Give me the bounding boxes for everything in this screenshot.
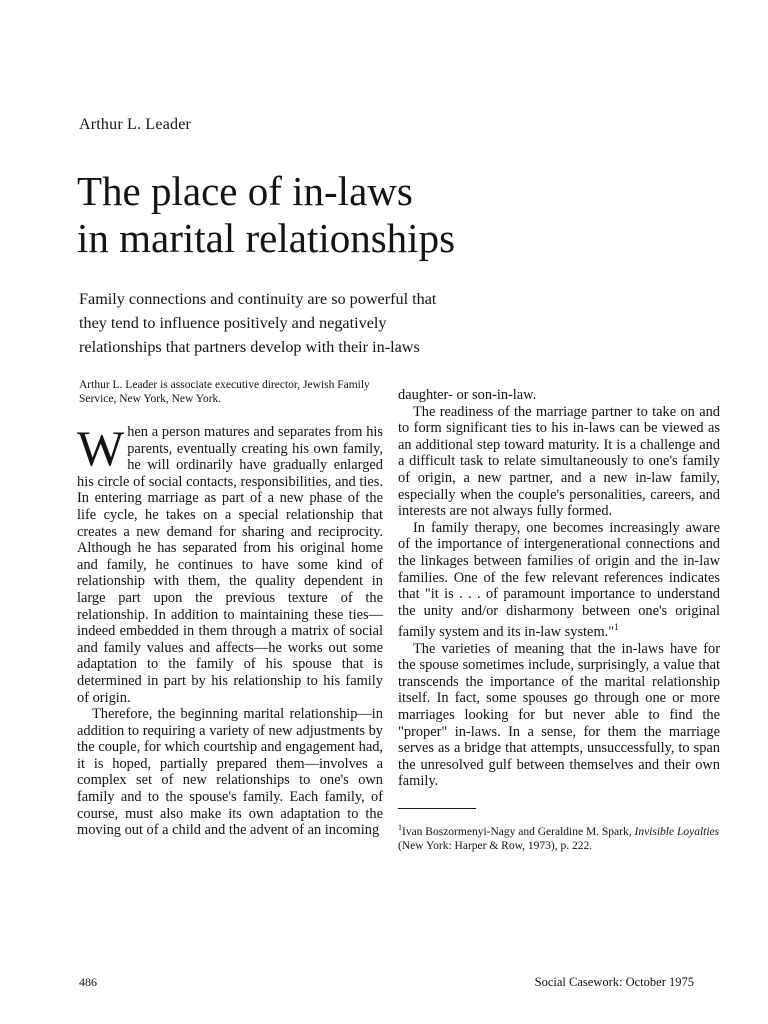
article-subtitle — [79, 287, 719, 359]
title-line-2: in marital relationships — [77, 215, 456, 261]
paragraph-2: Therefore, the beginning marital relationship—in addition to requiring a variety of new adjustments by the couple, for which courtship and engagement had, it is hoped, partially prepared them—involves a complex set of new relationships to one's own family and to the spouse's family. Each family, of course, must also make its own adaptation to the moving out of a child and the advent of an incoming — [77, 706, 383, 839]
paragraph-5: The varieties of meaning that the in-laws have for the spouse sometimes include, surprisingly, a value that transcends the importance of the marital relationship itself. In fact, some spouses go through one or more marriages looking for but never able to find the "proper" in-laws. In a sense, for them the marriage serves as a bridge that attempts, unsuccessfully, to span the unresolved gulf between themselves and their own family. — [398, 640, 720, 790]
subtitle-line-2: they tend to influence positively and negatively — [79, 314, 387, 332]
footnote — [398, 821, 720, 853]
page-number: 486 — [79, 975, 97, 989]
author-note: Arthur L. Leader is associate executive director, Jewish Family Service, New York, New York. — [79, 379, 370, 405]
journal-citation: Social Casework: October 1975 — [534, 975, 694, 989]
footnote-divider — [398, 808, 476, 809]
paragraph-2-continued: daughter- or son-in-law. — [398, 387, 537, 403]
paragraph-4 — [398, 520, 720, 641]
subtitle-line-3: relationships that partners develop with their in-laws — [79, 338, 420, 356]
footnote-book-title: Invisible Loyalties — [634, 825, 720, 838]
article-title — [77, 168, 717, 262]
paragraph-3: The readiness of the marriage partner to take on and to form significant ties to his in-laws can be viewed as an additional step toward maturity. It is a challenge and a difficult task to relate simultaneously to one's family of origin, a new partner, and a new in-law family, especially when the couple's personalities, careers, and interests are not always fully formed. — [398, 403, 720, 520]
footnote-reference[interactable]: 1 — [614, 622, 619, 633]
drop-cap: W — [77, 420, 125, 476]
paragraph-1 — [77, 420, 383, 706]
left-column — [77, 378, 383, 839]
footnote-authors: Ivan Boszormenyi-Nagy and Geraldine M. Spark, — [402, 825, 632, 838]
paragraph-1-text: hen a person matures and separates from his parents, eventually creating his own family, he will ordinarily have gradually enlarged his circle of social contacts, responsibilities, and ties. In entering marriage as part of a new phase of the life cycle, he takes on a special relationship that creates a new demand for sharing and reciprocity. Although he has separated from his original home and family, he continues to have some kind of relationship with them, the quality dependent in large part upon the previous texture of the relationship. In addition to maintaining these ties—indeed embedded in them through a matrix of social and family values and affects—he works out some adaptation to the family of his spouse that is determined in part by his relationship to his family of origin. — [77, 424, 383, 706]
subtitle-line-1: Family connections and continuity are so powerful that — [79, 290, 437, 308]
paragraph-4-text: In family therapy, one becomes increasingly aware of the importance of intergenerational connections and the linkages between families of origin and the in-law families. One of the few relevant references indicates that "it is . . . of paramount importance to understand the unity and/or disharmony between one's original family system and its in-law system." — [398, 519, 720, 641]
footnote-details: (New York: Harper & Row, 1973), p. 222. — [398, 839, 593, 852]
author-name: Arthur L. Leader — [79, 116, 192, 133]
footnote-marker: 1 — [398, 823, 402, 833]
title-line-1: The place of in-laws — [77, 168, 413, 214]
right-column — [398, 387, 720, 853]
